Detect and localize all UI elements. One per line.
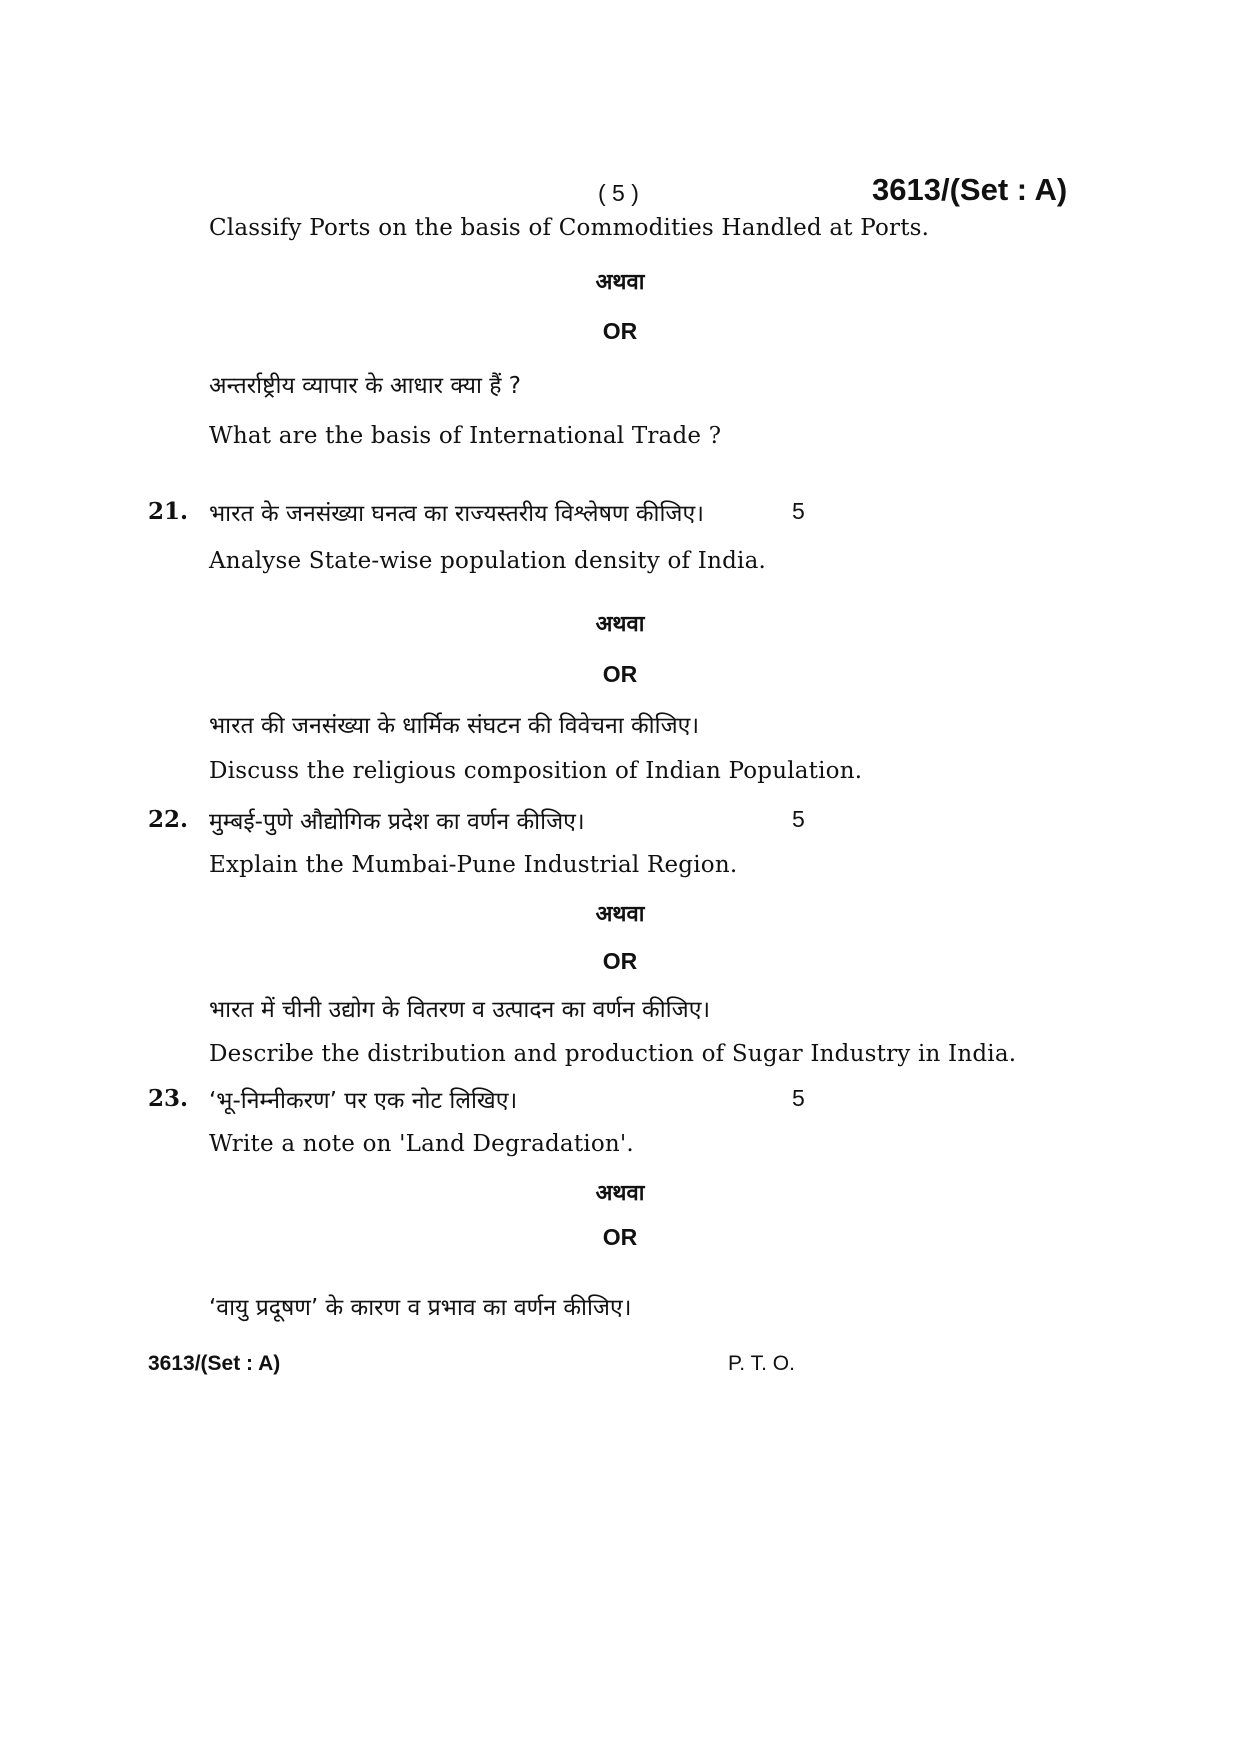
q21-marks: 5 xyxy=(792,498,805,524)
please-turn-over: P. T. O. xyxy=(728,1352,795,1375)
q23-english: Write a note on 'Land Degradation'. xyxy=(209,1131,634,1157)
q21-hindi: भारत के जनसंख्या घनत्व का राज्यस्तरीय विश्लेषण कीजिए। xyxy=(209,501,704,527)
q22-marks: 5 xyxy=(792,806,805,832)
q22-english: Explain the Mumbai-Pune Industrial Region. xyxy=(209,852,738,878)
q23-alt-hindi: ‘वायु प्रदूषण’ के कारण व प्रभाव का वर्णन कीजिए। xyxy=(209,1295,632,1321)
or-english: OR xyxy=(602,318,638,344)
q22-alt-hindi: भारत में चीनी उद्योग के वितरण व उत्पादन का वर्णन कीजिए। xyxy=(209,997,711,1023)
q21-alt-english: Discuss the religious composition of Indian Population. xyxy=(209,758,863,784)
question-number: 21. xyxy=(148,498,189,525)
or-hindi: अथवा xyxy=(595,612,645,637)
q20-alt-hindi: अन्तर्राष्ट्रीय व्यापार के आधार क्या हैं ? xyxy=(209,373,522,399)
q23-hindi: ‘भू-निम्नीकरण’ पर एक नोट लिखिए। xyxy=(209,1088,518,1114)
or-hindi: अथवा xyxy=(595,902,645,927)
q21-english: Analyse State-wise population density of India. xyxy=(209,548,766,574)
or-english: OR xyxy=(602,1224,638,1250)
or-hindi: अथवा xyxy=(595,270,645,295)
page-number: ( 5 ) xyxy=(598,180,639,206)
q20-alt-english: What are the basis of International Trade ? xyxy=(209,423,722,449)
or-english: OR xyxy=(602,661,638,687)
q23-marks: 5 xyxy=(792,1085,805,1111)
question-number: 23. xyxy=(148,1085,189,1112)
paper-code-footer: 3613/(Set : A) xyxy=(148,1352,281,1375)
q20-english-text: Classify Ports on the basis of Commodities Handled at Ports. xyxy=(209,215,930,241)
paper-code-header: 3613/(Set : A) xyxy=(872,172,1068,207)
or-hindi: अथवा xyxy=(595,1181,645,1206)
q22-hindi: मुम्बई-पुणे औद्योगिक प्रदेश का वर्णन कीजिए। xyxy=(209,809,585,835)
q22-alt-english: Describe the distribution and production of Sugar Industry in India. xyxy=(209,1041,1017,1067)
q21-alt-hindi: भारत की जनसंख्या के धार्मिक संघटन की विवेचना कीजिए। xyxy=(209,713,700,739)
or-english: OR xyxy=(602,948,638,974)
question-number: 22. xyxy=(148,806,189,833)
